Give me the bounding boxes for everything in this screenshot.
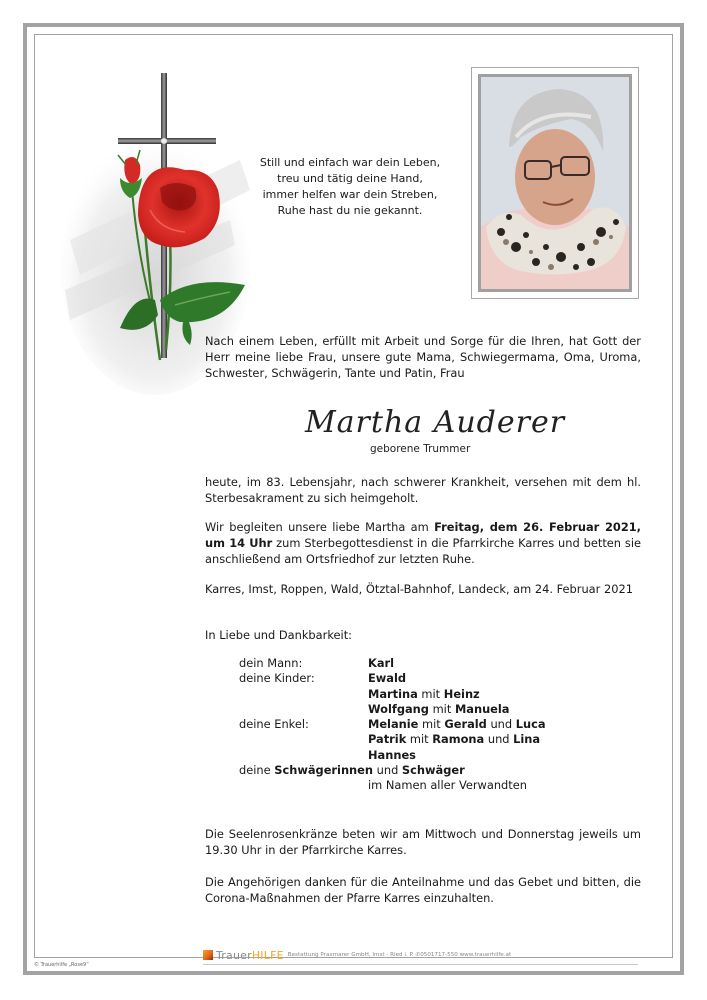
thanks-paragraph <box>205 874 641 906</box>
maiden-name: geborene Trummer <box>370 443 471 455</box>
funeral-line-3: anschließend am Ortsfriedhof zur letzten Ruhe. <box>205 552 475 566</box>
family-name: Manuela <box>454 701 510 716</box>
poem-line: Ruhe hast du nie gekannt. <box>277 204 423 217</box>
family-name: Ramona <box>432 732 485 747</box>
copyright-note: © Trauerhilfe „Rose9“ <box>34 962 89 968</box>
relation-label: deine Enkel: <box>239 717 309 732</box>
places-date <box>205 581 641 597</box>
relation-label: deine Kinder: <box>239 671 315 686</box>
family-name: Karl <box>368 656 395 670</box>
relation-label: dein Mann: <box>239 656 303 670</box>
family-name: Luca <box>515 717 546 732</box>
intro-line: Herr meine liebe Frau, unsere gute Mama, Schwiegermama, Oma, Uroma, <box>205 350 641 364</box>
rosary-line: 19.30 Uhr in der Pfarrkirche Karres. <box>205 843 407 857</box>
family-name: Lina <box>513 732 541 747</box>
poem <box>240 155 460 219</box>
family-name: Gerald <box>444 717 487 732</box>
family-row <box>239 717 546 732</box>
rosary-line: Die Seelenrosenkränze beten wir am Mittwoch und Donnerstag jeweils um <box>205 827 641 841</box>
brand-name-part1: Trauer <box>216 948 252 962</box>
family-name: Hannes <box>368 747 416 762</box>
inlaws-line: deine Schwägerinnen und Schwäger <box>239 763 465 778</box>
funeral-paragraph <box>205 519 641 567</box>
family-name: Wolfgang <box>368 701 429 716</box>
footer-divider <box>203 964 638 965</box>
funeral-line-2 <box>205 535 641 551</box>
family-name: Ewald <box>368 671 407 686</box>
closing-intro <box>205 627 641 643</box>
family-row <box>239 763 546 778</box>
family-name: Patrik <box>368 732 407 747</box>
death-line: heute, im 83. Lebensjahr, nach schwerer Krankheit, versehen mit dem hl. <box>205 475 641 489</box>
connector: und <box>487 732 510 747</box>
funeral-time: um 14 Uhr <box>205 536 273 550</box>
poem-line: treu und tätig deine Hand, <box>277 172 423 185</box>
connector: mit <box>409 732 429 747</box>
funeral-date: Freitag, dem 26. Februar 2021, <box>434 520 641 534</box>
trauerhilfe-logo-icon <box>203 950 213 960</box>
family-row <box>239 778 546 793</box>
family-name: Heinz <box>443 686 480 701</box>
family-list <box>239 656 546 794</box>
funeral-pre: Wir begleiten unsere liebe Martha am <box>205 520 429 534</box>
poem-line: immer helfen war dein Streben, <box>262 188 438 201</box>
thanks-line: Die Angehörigen danken für die Anteilnahme und das Gebet und bitten, die <box>205 875 641 889</box>
connector: mit <box>422 717 441 732</box>
family-row <box>239 671 546 686</box>
funeral-line-1 <box>205 519 641 535</box>
portrait-photo <box>478 74 632 292</box>
intro-line: Nach einem Leben, erfüllt mit Arbeit und Sorge für die Ihren, hat Gott der <box>205 334 641 348</box>
connector: mit <box>432 701 452 716</box>
thanks-line: Corona-Maßnahmen der Pfarre Karres einzuhalten. <box>205 891 494 905</box>
connector: und <box>490 717 513 732</box>
funeral-post: zum Sterbegottesdienst in die Pfarrkirche Karres und betten sie <box>276 536 641 550</box>
poem-line: Still und einfach war dein Leben, <box>259 156 441 169</box>
death-paragraph <box>205 474 641 506</box>
connector: und <box>376 763 399 778</box>
family-name: Melanie <box>368 717 419 732</box>
death-line: Sterbesakrament zu sich heimgeholt. <box>205 491 419 505</box>
family-row <box>239 732 546 747</box>
family-name: Schwägerinnen <box>274 763 373 778</box>
footer-info: Bestattung Praxmarer GmbH, Imst - Ried i. P. ✆0501717-550 www.trauerhilfe.at <box>287 952 512 958</box>
connector: mit <box>421 686 441 701</box>
family-row <box>239 687 546 702</box>
family-row <box>239 748 546 763</box>
places-date-line: Karres, Imst, Roppen, Wald, Ötztal-Bahnhof, Landeck, am 24. Februar 2021 <box>205 582 633 596</box>
deceased-name: Martha Auderer <box>304 405 566 440</box>
relatives-line: im Namen aller Verwandten <box>368 778 527 793</box>
closing-intro-text: In Liebe und Dankbarkeit: <box>205 628 352 642</box>
brand-name-part2: HILFE <box>251 948 284 962</box>
family-row <box>239 702 546 717</box>
intro-line: Schwester, Schwägerin, Tante und Patin, Frau <box>205 366 465 380</box>
family-name: Schwäger <box>401 763 465 778</box>
family-row <box>239 656 546 671</box>
family-name: Martina <box>368 686 418 701</box>
footer <box>203 948 517 962</box>
intro-paragraph <box>205 333 641 381</box>
rosary-paragraph <box>205 826 641 858</box>
